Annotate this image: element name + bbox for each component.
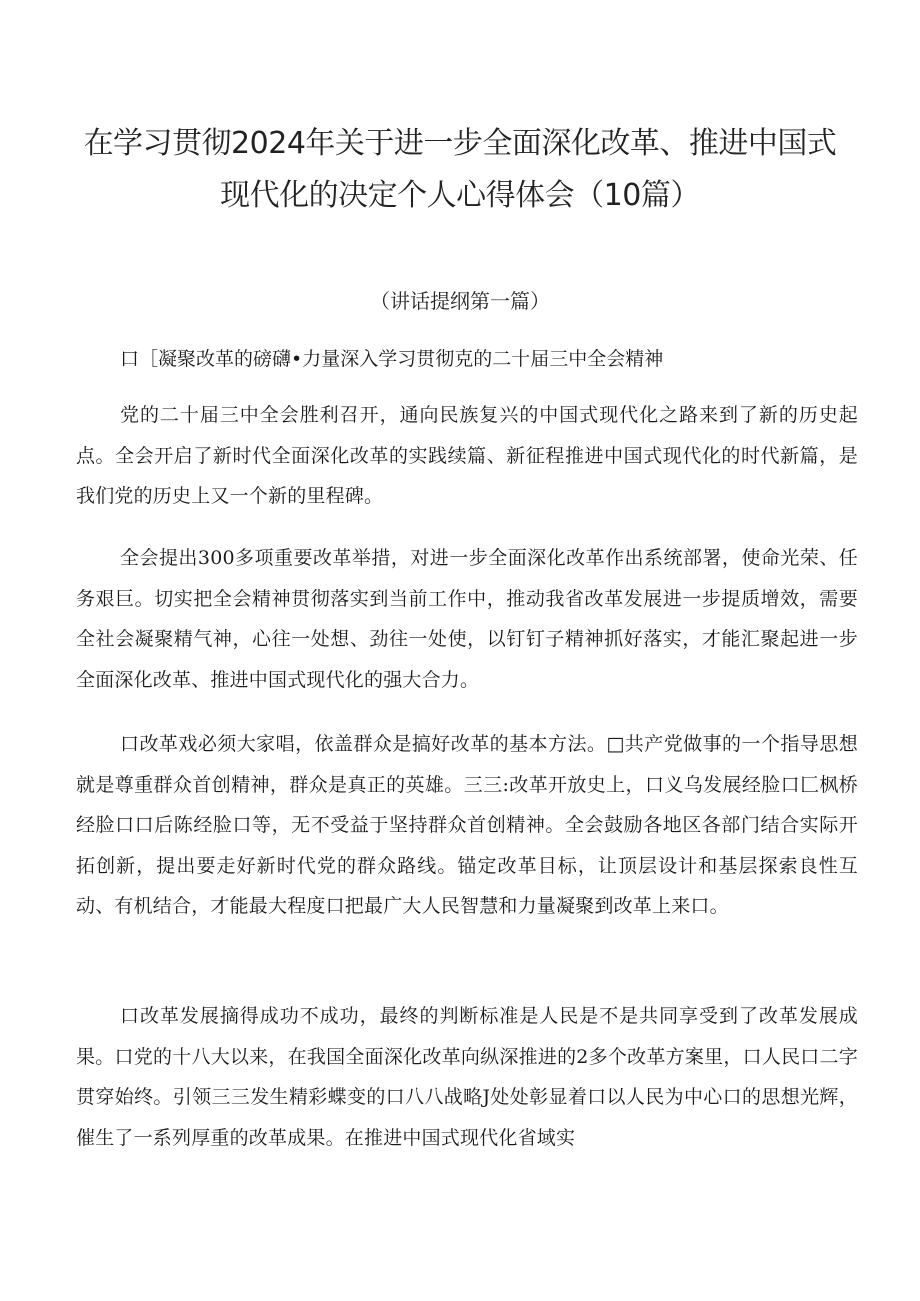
section-heading: 口［凝聚改革的磅礴•力量深入学习贯彻克的二十届三中全会精神 [120, 348, 664, 370]
document-title-line-2: 现代化的决定个人心得体会（10篇） [220, 178, 700, 213]
paragraph-3: 口改革戏必须大家唱，依盖群众是搞好改革的基本方法。□共产党做事的一个指导思想就是尊重群众首创精神，群众是真正的英雄。三三:改革开放史上，口义乌发展经脸口匚枫桥经脸口口后陈经脸口等，无不受益于坚持群众首创精神。全会鼓励各地区各部门结合实际开拓创新，提出要走好新时代党的群众路线。锚定改革目标，让顶层设计和基层探索良性互动、有机结合，才能最大程度口把最广大人民智慧和力量凝聚到改革上来口。 [76, 733, 858, 917]
paragraph-2: 全会提出300多项重要改革举措，对进一步全面深化改革作出系统部署，使命光荣、任务艰巨。切实把全会精神贯彻落实到当前工作中，推动我省改革发展进一步提质增效，需要全社会凝聚精气神，心往一处想、劲往一处使，以钉钉子精神抓好落实，才能汇聚起进一步全面深化改革、推进中国式现代化的强大合力。 [76, 547, 858, 691]
paragraph-1: 党的二十届三中全会胜利召开，通向民族复兴的中国式现代化之路来到了新的历史起点。全会开启了新时代全面深化改革的实践续篇、新征程推进中国式现代化的时代新篇，是我们党的历史上又一个新的里程碑。 [76, 404, 858, 507]
document-title-line-1: 在学习贯彻2024年关于进一步全面深化改革、推进中国式 [83, 126, 837, 161]
paragraph-4: 口改革发展摘得成功不成功，最终的判断标准是人民是不是共同享受到了改革发展成果。口党的十八大以来，在我国全面深化改革向纵深推进的2多个改革方案里，口人民口二字贯穿始终。引领三三发生精彩蝶变的口八八战略J处处彰显着口以人民为中心口的思想光辉，催生了一系列厚重的改革成果。在推进中国式现代化省域实 [76, 1005, 858, 1149]
document-title [40, 118, 880, 222]
document-subtitle: （讲话提纲第一篇） [370, 289, 550, 313]
